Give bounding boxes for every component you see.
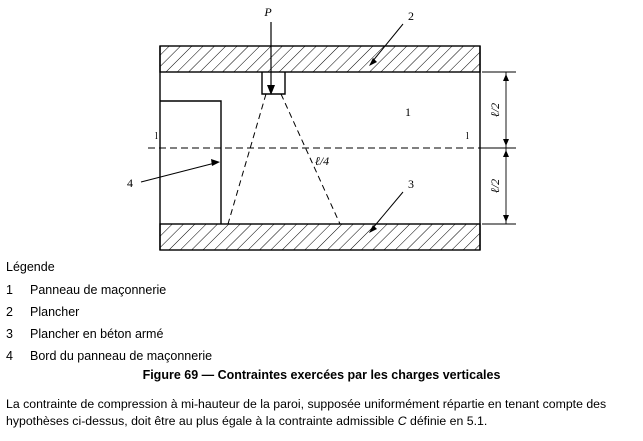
bottom-floor-slab [160,224,480,250]
body-paragraph [6,396,638,430]
legend-key: 2 [6,305,13,319]
legend-key: 1 [6,283,13,297]
legend-label: Plancher en béton armé [30,327,164,341]
callout-2-label: 2 [408,9,414,23]
load-label: P [264,5,272,19]
list-item [6,283,626,297]
legend-label: Plancher [30,305,80,319]
figure-caption: Figure 69 — Contraintes exercées par les charges verticales [142,368,501,382]
body-line-2-b: définie en 5.1. [406,414,488,428]
dimension-lines-right [482,72,516,224]
legend-key: 3 [6,327,13,341]
legend-key: 4 [6,349,13,363]
dimension-upper-label: ℓ/2 [488,102,502,118]
legend-title: Légende [6,260,55,274]
callout-4-leader [141,159,220,182]
list-item [6,305,626,319]
callout-3-label: 3 [408,177,414,191]
dimension-lower-label: ℓ/2 [488,178,502,194]
top-floor-slab [160,46,480,72]
bearing-block [262,72,285,94]
body-symbol-c: C [397,414,407,428]
body-line-2-a: hypothèses ci-dessus, doit être au plus égale à la contrainte admissible [6,414,398,428]
body-line-1: La contrainte de compression à mi-hauteur de la paroi, supposée uniformément répartie en tenant compte des [6,397,607,411]
callout-4-label: 4 [127,176,133,190]
spread-label: ℓ/4 [314,154,330,168]
legend-label: Panneau de maçonnerie [30,283,167,297]
section-mark-right: l [466,131,469,142]
section-mark-left: l [155,131,158,142]
list-item [6,349,626,363]
legend [6,260,626,371]
list-item [6,327,626,341]
callout-1-label: 1 [405,105,411,119]
legend-label: Bord du panneau de maçonnerie [30,349,213,363]
